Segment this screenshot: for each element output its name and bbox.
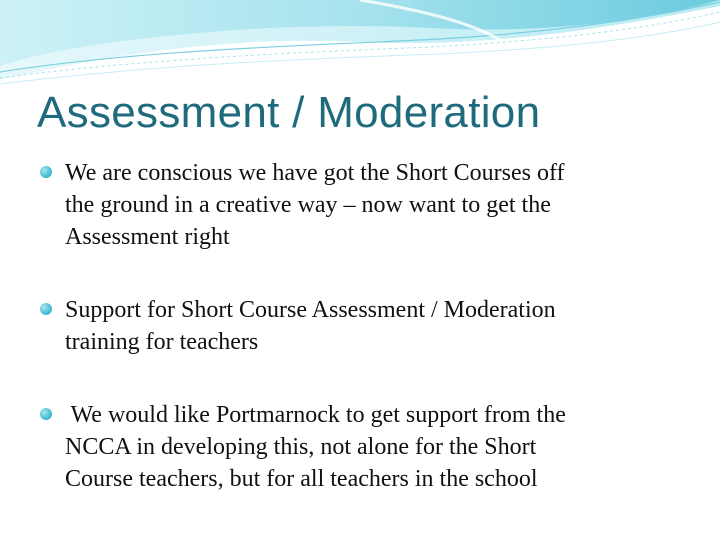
bullet-line: Course teachers, but for all teachers in the school — [65, 466, 538, 492]
bullet-dot-icon — [40, 166, 52, 178]
bullet-item — [65, 294, 685, 358]
bullet-line: Support for Short Course Assessment / Moderation — [65, 297, 556, 323]
bullet-line: Assessment right — [65, 224, 230, 250]
bullet-line: NCCA in developing this, not alone for the Short — [65, 434, 537, 460]
bullet-item — [65, 157, 685, 253]
bullet-line: We are conscious we have got the Short Courses off — [65, 160, 565, 186]
bullet-line: training for teachers — [65, 329, 259, 355]
bullet-line: We would like Portmarnock to get support from the — [65, 402, 566, 428]
bullet-dot-icon — [40, 408, 52, 420]
bullet-line: the ground in a creative way – now want to get the — [65, 192, 551, 218]
bullet-dot-icon — [40, 303, 52, 315]
slide-title: Assessment / Moderation — [37, 88, 541, 137]
bullet-item — [65, 399, 685, 495]
